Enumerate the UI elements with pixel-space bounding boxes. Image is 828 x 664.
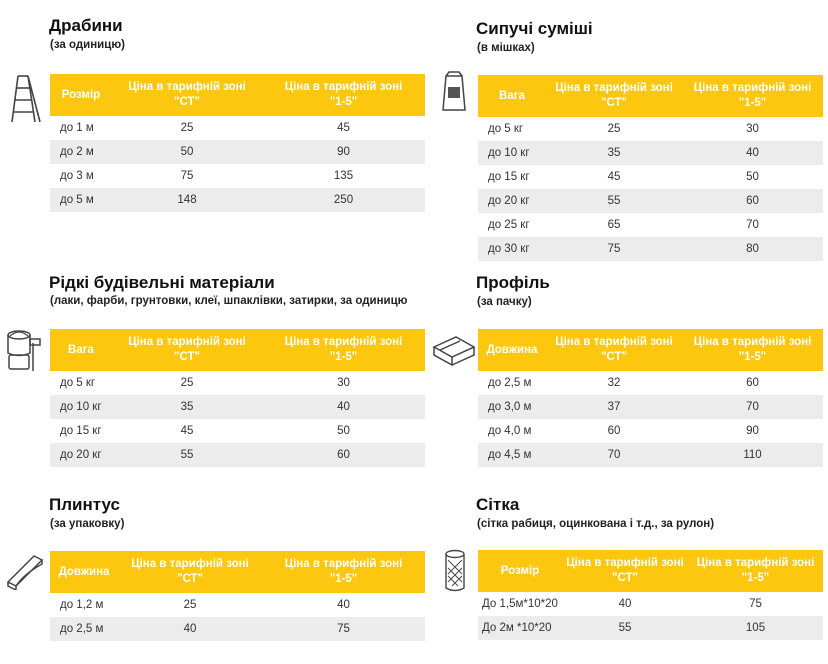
table-row bbox=[478, 117, 823, 141]
col-header-price-zone: Ціна в тарифній зоні "1-5" bbox=[262, 329, 425, 371]
mesh-title: Сітка bbox=[476, 495, 520, 514]
row-label-cell: до 1 м bbox=[60, 122, 94, 134]
row-label-cell: До 1,5м*10*20 bbox=[482, 598, 558, 610]
table-row bbox=[478, 419, 823, 443]
col-header-price-zone: Ціна в тарифній зоні "1-5" bbox=[262, 74, 425, 116]
table-header-row bbox=[50, 551, 425, 593]
liquid-title: Рідкі будівельні матеріали bbox=[49, 273, 275, 292]
row-label-cell: до 10 кг bbox=[50, 395, 112, 419]
price-cell: 70 bbox=[746, 219, 759, 231]
row-label-cell: до 3 м bbox=[60, 170, 94, 182]
price-cell: 35 bbox=[112, 395, 262, 419]
price-cell: 60 bbox=[262, 443, 425, 467]
table-row bbox=[478, 592, 823, 616]
price-cell: 40 bbox=[618, 598, 632, 610]
table-row bbox=[478, 616, 823, 640]
col-header-price-st: Ціна в тарифній зоні "СТ" bbox=[546, 75, 682, 117]
row-label-cell: до 2,5 м bbox=[50, 617, 118, 641]
row-label-cell: до 3,0 м bbox=[478, 395, 546, 419]
price-cell: 50 bbox=[112, 140, 262, 164]
price-cell: 105 bbox=[688, 616, 823, 640]
table-header-row bbox=[50, 74, 425, 116]
col-header-size: Розмір bbox=[478, 550, 562, 592]
price-cell: 50 bbox=[337, 425, 350, 437]
row-label-cell: до 20 кг bbox=[50, 443, 112, 467]
profile-icon bbox=[432, 335, 476, 369]
table-row bbox=[50, 617, 425, 641]
row-label-cell: до 30 кг bbox=[478, 237, 546, 261]
price-cell: 40 bbox=[262, 395, 425, 419]
col-header-size: Розмір bbox=[50, 74, 112, 116]
row-label-cell: до 5 м bbox=[50, 188, 112, 212]
profile-price-table bbox=[478, 329, 823, 467]
ladders-title: Драбини bbox=[49, 16, 123, 35]
price-cell: 25 bbox=[180, 122, 194, 134]
plinth-title: Плинтус bbox=[49, 495, 120, 514]
table-row bbox=[50, 593, 425, 617]
price-cell: 90 bbox=[746, 425, 759, 437]
price-cell: 60 bbox=[746, 377, 759, 389]
table-row bbox=[478, 189, 823, 213]
price-cell: 40 bbox=[118, 617, 262, 641]
price-cell: 135 bbox=[333, 170, 354, 182]
row-label-cell: до 5 кг bbox=[60, 377, 96, 389]
col-header-price-zone: Ціна в тарифній зоні "1-5" bbox=[682, 329, 823, 371]
col-header-price-st: Ціна в тарифній зоні "СТ" bbox=[112, 329, 262, 371]
table-row bbox=[50, 395, 425, 419]
price-cell: 30 bbox=[337, 377, 350, 389]
profile-subtitle: (за пачку) bbox=[477, 296, 532, 308]
mesh-subtitle: (сітка рабиця, оцинкована і т.д., за рулон) bbox=[477, 518, 715, 530]
price-cell: 30 bbox=[746, 123, 759, 135]
price-cell: 45 bbox=[180, 425, 194, 437]
liquid-subtitle: (лаки, фарби, грунтовки, клеї, шпаклівки, затирки, за одиницю bbox=[50, 295, 408, 307]
row-label-cell: До 2м *10*20 bbox=[478, 616, 562, 640]
bulk-title: Сипучі суміші bbox=[476, 19, 593, 38]
mesh-roll-icon bbox=[440, 548, 470, 594]
bag-icon bbox=[439, 70, 469, 114]
price-cell: 75 bbox=[749, 598, 762, 610]
col-header-price-st: Ціна в тарифній зоні "СТ" bbox=[112, 74, 262, 116]
col-header-price-zone: Ціна в тарифній зоні "1-5" bbox=[682, 75, 823, 117]
col-header-weight: Вага bbox=[478, 75, 546, 117]
table-header-row bbox=[478, 329, 823, 371]
table-row bbox=[50, 188, 425, 212]
col-header-price-zone: Ціна в тарифній зоні "1-5" bbox=[262, 551, 425, 593]
table-row bbox=[478, 443, 823, 467]
price-cell: 40 bbox=[682, 141, 823, 165]
row-label-cell: до 25 кг bbox=[488, 219, 530, 231]
price-cell: 148 bbox=[112, 188, 262, 212]
price-cell: 75 bbox=[546, 237, 682, 261]
price-cell: 50 bbox=[746, 171, 759, 183]
table-header-row bbox=[478, 550, 823, 592]
table-row bbox=[478, 371, 823, 395]
bulk-price-table bbox=[478, 75, 823, 261]
col-header-length: Довжина bbox=[50, 551, 118, 593]
price-cell: 35 bbox=[546, 141, 682, 165]
col-header-price-st: Ціна в тарифній зоні "СТ" bbox=[118, 551, 262, 593]
ladder-icon bbox=[6, 72, 42, 124]
table-row bbox=[50, 164, 425, 188]
price-cell: 70 bbox=[546, 443, 682, 467]
row-label-cell: до 2,5 м bbox=[488, 377, 532, 389]
price-cell: 60 bbox=[682, 189, 823, 213]
row-label-cell: до 15 кг bbox=[488, 171, 530, 183]
col-header-price-st: Ціна в тарифній зоні "СТ" bbox=[546, 329, 682, 371]
price-cell: 37 bbox=[546, 395, 682, 419]
liquid-price-table bbox=[50, 329, 425, 467]
table-row bbox=[50, 419, 425, 443]
table-header-row bbox=[478, 75, 823, 117]
price-cell: 75 bbox=[262, 617, 425, 641]
price-cell: 110 bbox=[682, 443, 823, 467]
col-header-price-st: Ціна в тарифній зоні "СТ" bbox=[562, 550, 688, 592]
price-cell: 250 bbox=[262, 188, 425, 212]
price-cell: 80 bbox=[682, 237, 823, 261]
table-row bbox=[50, 116, 425, 140]
col-header-weight: Вага bbox=[50, 329, 112, 371]
plinth-subtitle: (за упаковку) bbox=[50, 518, 125, 530]
plinth-price-table bbox=[50, 551, 425, 641]
ladders-price-table bbox=[50, 74, 425, 212]
row-label-cell: до 20 кг bbox=[478, 189, 546, 213]
table-row bbox=[50, 140, 425, 164]
ladders-subtitle: (за одиницю) bbox=[50, 39, 125, 51]
mesh-price-table bbox=[478, 550, 823, 640]
price-cell: 65 bbox=[607, 219, 621, 231]
price-cell: 55 bbox=[112, 443, 262, 467]
row-label-cell: до 1,2 м bbox=[60, 599, 104, 611]
row-label-cell: до 2 м bbox=[50, 140, 112, 164]
price-cell: 70 bbox=[682, 395, 823, 419]
table-row bbox=[478, 395, 823, 419]
col-header-price-zone: Ціна в тарифній зоні "1-5" bbox=[688, 550, 823, 592]
col-header-length: Довжина bbox=[478, 329, 546, 371]
row-label-cell: до 4,0 м bbox=[488, 425, 532, 437]
table-row bbox=[478, 141, 823, 165]
paint-bucket-icon bbox=[3, 325, 43, 373]
profile-title: Профіль bbox=[476, 273, 550, 292]
row-label-cell: до 15 кг bbox=[60, 425, 102, 437]
table-row bbox=[478, 165, 823, 189]
price-cell: 90 bbox=[262, 140, 425, 164]
table-row bbox=[478, 213, 823, 237]
bulk-subtitle: (в мішках) bbox=[477, 42, 535, 54]
table-row bbox=[50, 443, 425, 467]
row-label-cell: до 10 кг bbox=[478, 141, 546, 165]
price-cell: 32 bbox=[607, 377, 621, 389]
price-cell: 55 bbox=[546, 189, 682, 213]
row-label-cell: до 4,5 м bbox=[478, 443, 546, 467]
price-cell: 25 bbox=[607, 123, 621, 135]
table-header-row bbox=[50, 329, 425, 371]
price-cell: 75 bbox=[180, 170, 194, 182]
price-cell: 40 bbox=[337, 599, 350, 611]
price-cell: 25 bbox=[180, 377, 194, 389]
price-cell: 55 bbox=[562, 616, 688, 640]
table-row bbox=[50, 371, 425, 395]
price-cell: 45 bbox=[607, 171, 621, 183]
price-cell: 25 bbox=[183, 599, 197, 611]
plinth-icon bbox=[4, 550, 46, 590]
price-cell: 45 bbox=[337, 122, 350, 134]
price-cell: 60 bbox=[607, 425, 621, 437]
row-label-cell: до 5 кг bbox=[488, 123, 524, 135]
table-row bbox=[478, 237, 823, 261]
